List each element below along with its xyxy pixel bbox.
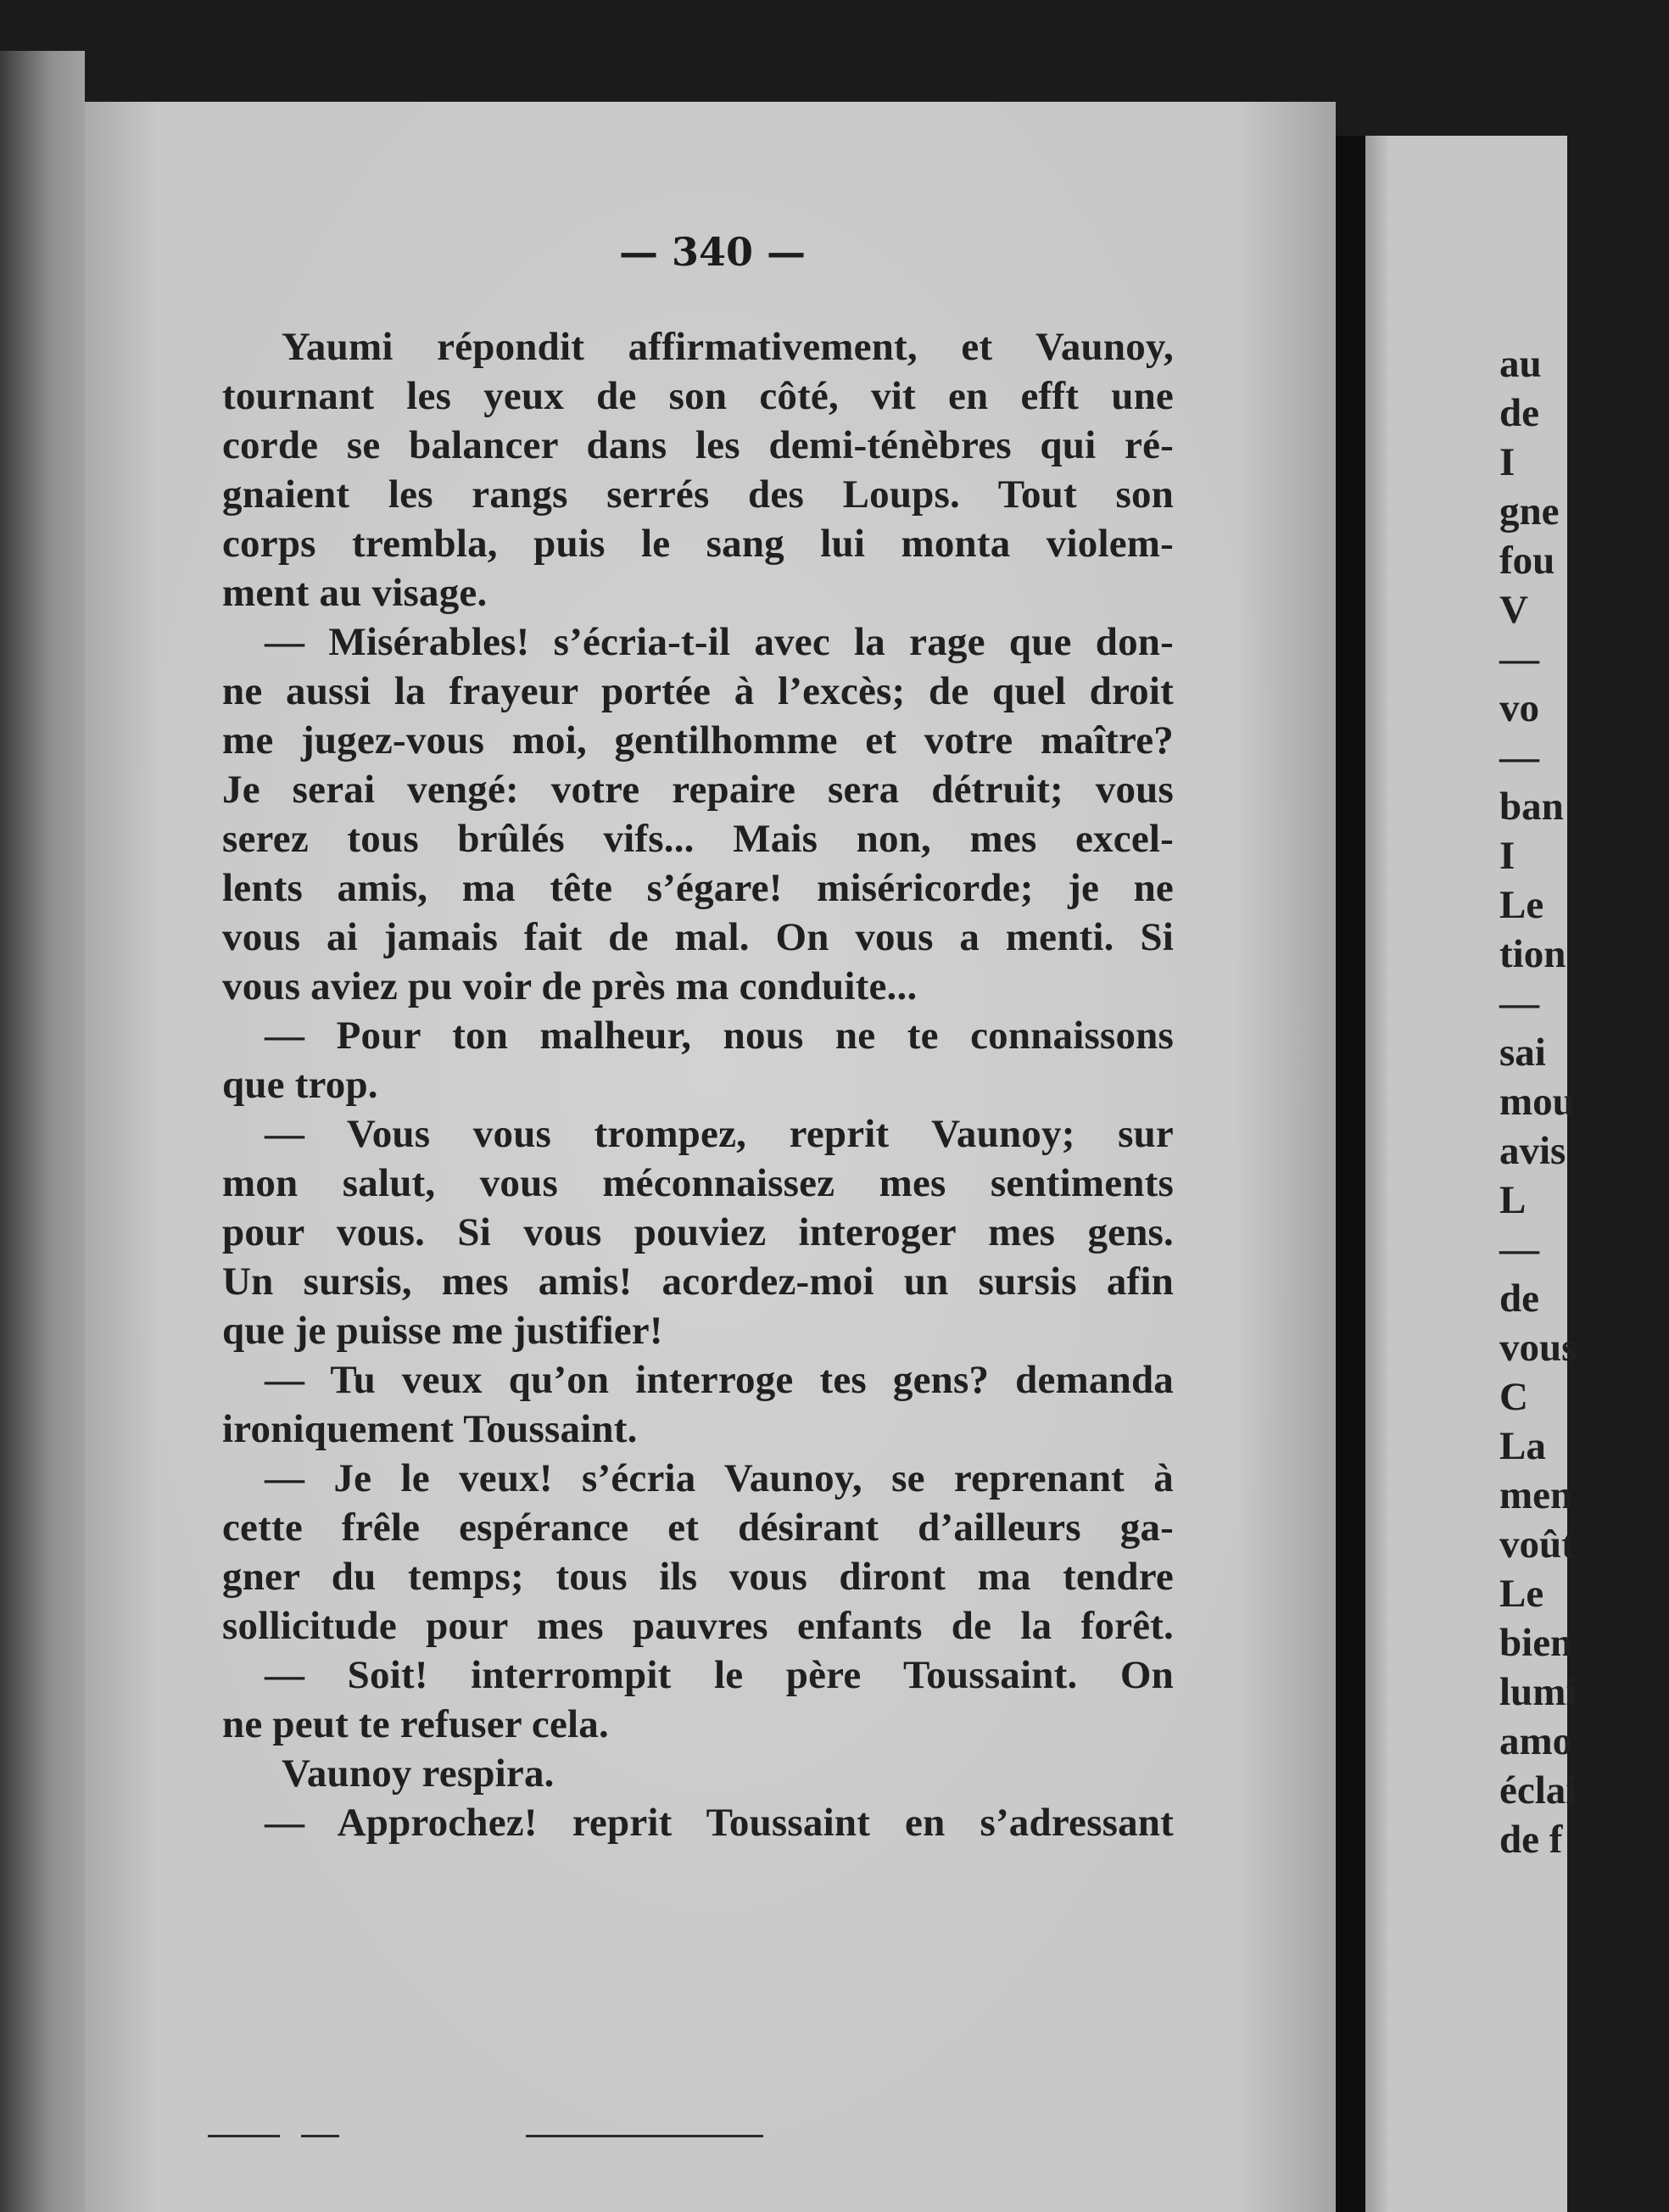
text-fragment: Le xyxy=(1499,1572,1544,1616)
text-line: vous aviez pu voir de près ma conduite... xyxy=(222,964,918,1008)
text-fragment: voût xyxy=(1499,1522,1575,1567)
text-fragment: Le xyxy=(1499,883,1544,927)
bottom-rule-mark xyxy=(301,2135,339,2137)
text-line: — Approchez! reprit Toussaint en s’adressant xyxy=(265,1801,1174,1845)
text-fragment: men xyxy=(1499,1473,1573,1517)
text-line: — Tu veux qu’on interroge tes gens? demanda xyxy=(265,1358,1174,1402)
text-line: gner du temps; tous ils vous diront ma tendre xyxy=(222,1555,1174,1599)
text-fragment: — xyxy=(1499,637,1539,681)
text-fragment: mou xyxy=(1499,1080,1575,1124)
text-fragment: — xyxy=(1499,735,1539,779)
text-line: — Vous vous trompez, reprit Vaunoy; sur xyxy=(265,1112,1174,1156)
text-line: Je serai vengé: votre repaire sera détruit; vous xyxy=(222,768,1174,812)
text-line: pour vous. Si vous pouviez interoger mes gens. xyxy=(222,1210,1174,1254)
text-line: — Misérables! s’écria-t-il avec la rage que don- xyxy=(265,620,1174,664)
text-fragment: C xyxy=(1499,1375,1528,1419)
text-line: Un sursis, mes amis! acordez-moi un sursis afin xyxy=(222,1260,1174,1304)
text-fragment: fou xyxy=(1499,539,1555,583)
text-line: serez tous brûlés vifs... Mais non, mes excel- xyxy=(222,817,1174,861)
text-line: ironiquement Toussaint. xyxy=(222,1407,638,1451)
text-fragment: au xyxy=(1499,342,1542,386)
text-line: tournant les yeux de son côté, vit en efft une xyxy=(222,374,1174,418)
text-line: gnaient les rangs serrés des Loups. Tout son xyxy=(222,472,1174,517)
text-fragment: — xyxy=(1499,981,1539,1025)
text-fragment: de xyxy=(1499,391,1539,435)
text-fragment: avis xyxy=(1499,1129,1566,1173)
right-page-text xyxy=(1499,339,1669,1864)
text-line: mon salut, vous méconnaissez mes sentiments xyxy=(222,1161,1174,1205)
text-line: me jugez-vous moi, gentilhomme et votre maître? xyxy=(222,718,1174,762)
text-line: cette frêle espérance et désirant d’ailleurs ga- xyxy=(222,1505,1174,1550)
text-line: que je puisse me justifier! xyxy=(222,1309,663,1353)
text-fragment: ban xyxy=(1499,785,1564,829)
text-fragment: vous xyxy=(1499,1326,1577,1370)
text-fragment: gne xyxy=(1499,489,1560,533)
page-number: — 340 — xyxy=(618,229,807,275)
text-line: — Je le veux! s’écria Vaunoy, se reprenant à xyxy=(265,1456,1174,1500)
text-line: — Soit! interrompit le père Toussaint. On xyxy=(265,1653,1174,1697)
text-line: ment au visage. xyxy=(222,571,488,615)
text-fragment: I xyxy=(1499,440,1515,484)
text-fragment: amo xyxy=(1499,1719,1573,1763)
text-fragment: éclai xyxy=(1499,1768,1577,1813)
text-fragment: sai xyxy=(1499,1031,1546,1075)
text-fragment: L xyxy=(1499,1178,1527,1222)
text-fragment: lumi xyxy=(1499,1670,1577,1714)
text-fragment: tion xyxy=(1499,932,1566,976)
text-line: sollicitude pour mes pauvres enfants de la forêt. xyxy=(222,1604,1174,1648)
bottom-rule-mark xyxy=(208,2135,280,2137)
left-page-text xyxy=(222,322,1174,1847)
book-edge xyxy=(0,51,85,2212)
text-fragment: vo xyxy=(1499,686,1539,730)
bottom-rule-mark xyxy=(526,2135,763,2137)
text-fragment: bien xyxy=(1499,1621,1573,1665)
book-gutter xyxy=(1336,136,1365,2212)
text-fragment: V xyxy=(1499,588,1528,632)
text-fragment: de xyxy=(1499,1276,1539,1321)
text-line: lents amis, ma tête s’égare! miséricorde; je ne xyxy=(222,866,1174,910)
text-fragment: I xyxy=(1499,834,1515,878)
text-line: Vaunoy respira. xyxy=(282,1751,555,1796)
text-fragment: de f xyxy=(1499,1818,1563,1862)
text-line: vous ai jamais fait de mal. On vous a menti. Si xyxy=(222,915,1174,959)
text-fragment: La xyxy=(1499,1424,1546,1468)
text-line: Yaumi répondit affirmativement, et Vaunoy, xyxy=(282,325,1174,369)
text-line: ne peut te refuser cela. xyxy=(222,1702,609,1746)
text-line: corde se balancer dans les demi-ténèbres qui ré- xyxy=(222,423,1174,467)
text-line: ne aussi la frayeur portée à l’excès; de quel droit xyxy=(222,669,1174,713)
text-line: corps trembla, puis le sang lui monta violem- xyxy=(222,522,1174,566)
text-line: que trop. xyxy=(222,1063,378,1107)
text-fragment: — xyxy=(1499,1227,1539,1271)
text-line: — Pour ton malheur, nous ne te connaissons xyxy=(265,1014,1174,1058)
